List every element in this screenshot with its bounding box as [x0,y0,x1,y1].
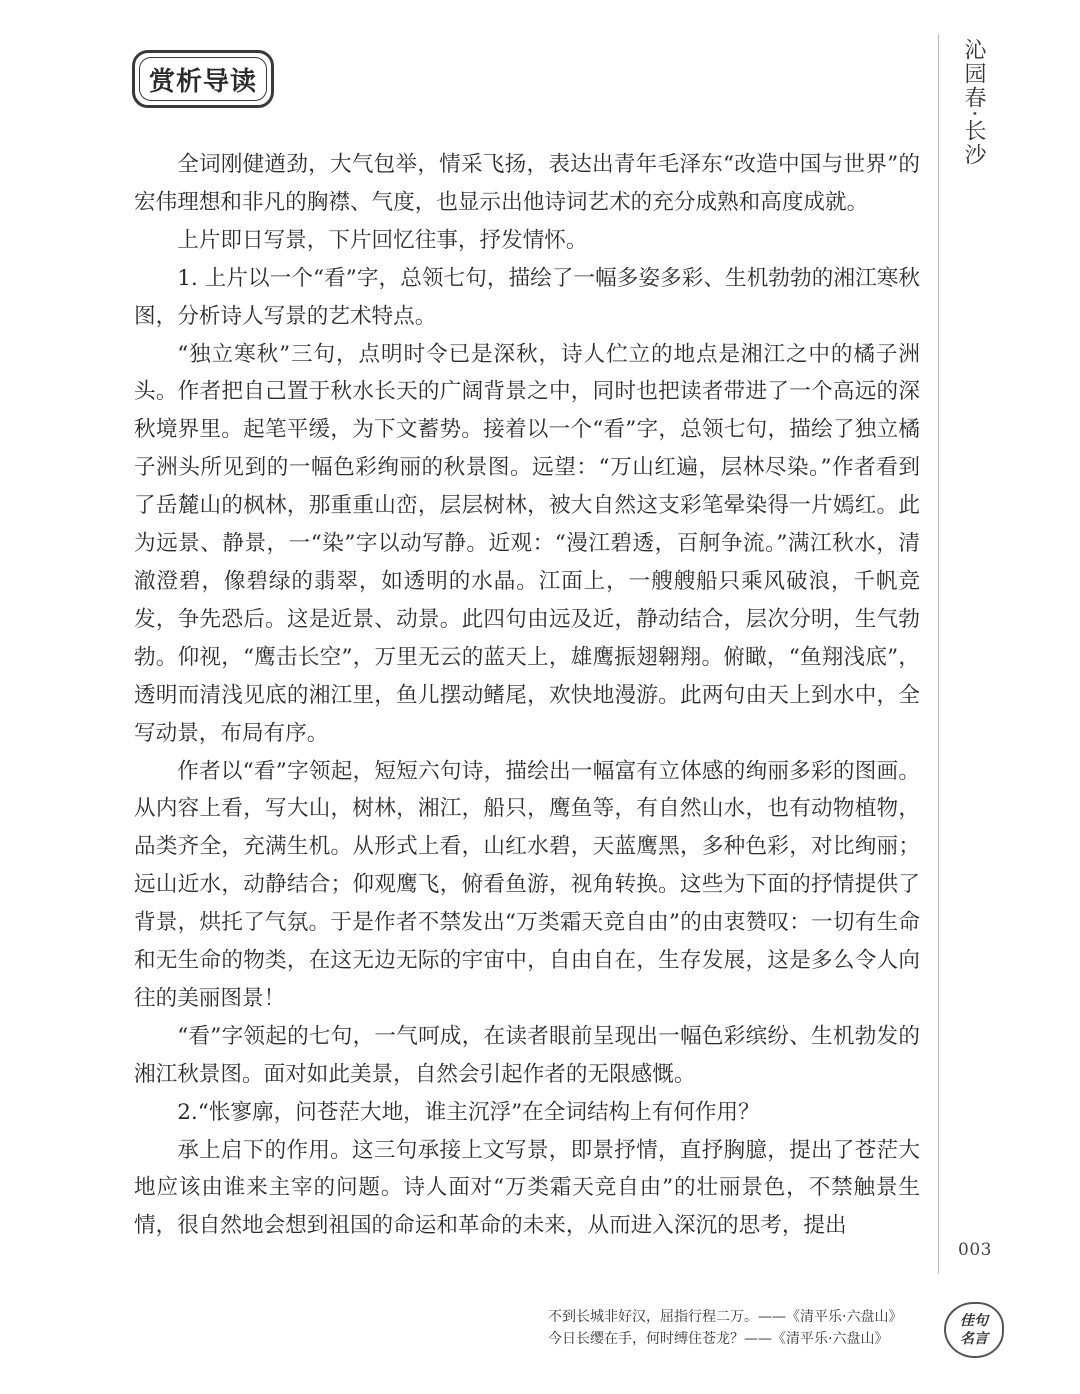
question-paragraph: 2.“怅寥廓，问苍茫大地，谁主沉浮”在全词结构上有何作用？ [177,1099,760,1125]
paragraph: “独立寒秋”三句，点明时令已是深秋，诗人伫立的地点是湘江之中的橘子洲头。作者把自己置于秋水长天的广阔背景之中，同时也把读者带进了一个高远的深秋境界里。起笔平缓，为下文蓄势。接着以一个“看”字，总领七句，描绘了独立橘子洲头所见到的一幅色彩绚丽的秋景图。远望：“万山红遍，层林尽染。”作者看到了岳麓山的枫林，那重重山峦，层层树林，被大自然这支彩笔晕染得一片嫣红。此为远景、静景，一“染”字以动写静。近观：“漫江碧透，百舸争流。”满江秋水，清澈澄碧，像碧绿的翡翠，如透明的水晶。江面上，一艘艘船只乘风破浪，千帆竞发，争先恐后。这是近景、动景。此四句由远及近，静动结合，层次分明，生气勃勃。仰视，“鹰击长空”，万里无云的蓝天上，雄鹰振翅翱翔。俯瞰，“鱼翔浅底”，透明而清浅见底的湘江里，鱼儿摆动鳍尾，欢快地漫游。此两句由天上到水中，全写动景，布局有序。 [134,341,920,746]
seal-text: 名言 [960,1331,988,1347]
paragraph: 上片即日写景，下片回忆往事，抒发情怀。 [177,227,588,253]
question-paragraph: 1. 上片以一个“看”字，总领七句，描绘了一幅多姿多彩、生机勃勃的湘江寒秋图，分析诗人写景的艺术特点。 [134,265,920,329]
side-divider [938,34,939,1274]
running-title: 沁园春·长沙 [961,38,986,167]
body-text [134,146,920,1245]
seal-text: 佳句 [960,1313,988,1329]
section-title-badge [132,50,274,108]
page-number: 003 [958,1240,992,1260]
paragraph: 作者以“看”字领起，短短六句诗，描绘出一幅富有立体感的绚丽多彩的图画。从内容上看，写大山，树林，湘江，船只，鹰鱼等，有自然山水，也有动物植物，品类齐全，充满生机。从形式上看，山红水碧，天蓝鹰黑，多种色彩，对比绚丽；远山近水，动静结合；仰观鹰飞，俯看鱼游，视角转换。这些为下面的抒情提供了背景，烘托了气氛。于是作者不禁发出“万类霜天竞自由”的由衷赞叹：一切有生命和无生命的物类，在这无边无际的宇宙中，自由自在，生存发展，这是多么令人向往的美丽图景！ [134,758,920,1011]
section-title: 赏析导读 [148,66,257,97]
footer-quote: 不到长城非好汉，屈指行程二万。——《清平乐·六盘山》 [548,1309,903,1325]
quote-seal-icon [944,1302,1004,1358]
footer-quotes [548,1306,928,1350]
footer-quote: 今日长缨在手，何时缚住苍龙？——《清平乐·六盘山》 [548,1331,889,1347]
paragraph: “看”字领起的七句，一气呵成，在读者眼前呈现出一幅色彩缤纷、生机勃发的湘江秋景图。面对如此美景，自然会引起作者的无限感慨。 [134,1023,920,1087]
paragraph: 全词刚健遒劲，大气包举，情采飞扬，表达出青年毛泽东“改造中国与世界”的宏伟理想和非凡的胸襟、气度，也显示出他诗词艺术的充分成熟和高度成就。 [134,152,920,215]
paragraph: 承上启下的作用。这三句承接上文写景，即景抒情，直抒胸臆，提出了苍茫大地应该由谁来主宰的问题。诗人面对“万类霜天竞自由”的壮丽景色，不禁触景生情，很自然地会想到祖国的命运和革命的未来，从而进入深沉的思考，提出 [134,1137,920,1239]
